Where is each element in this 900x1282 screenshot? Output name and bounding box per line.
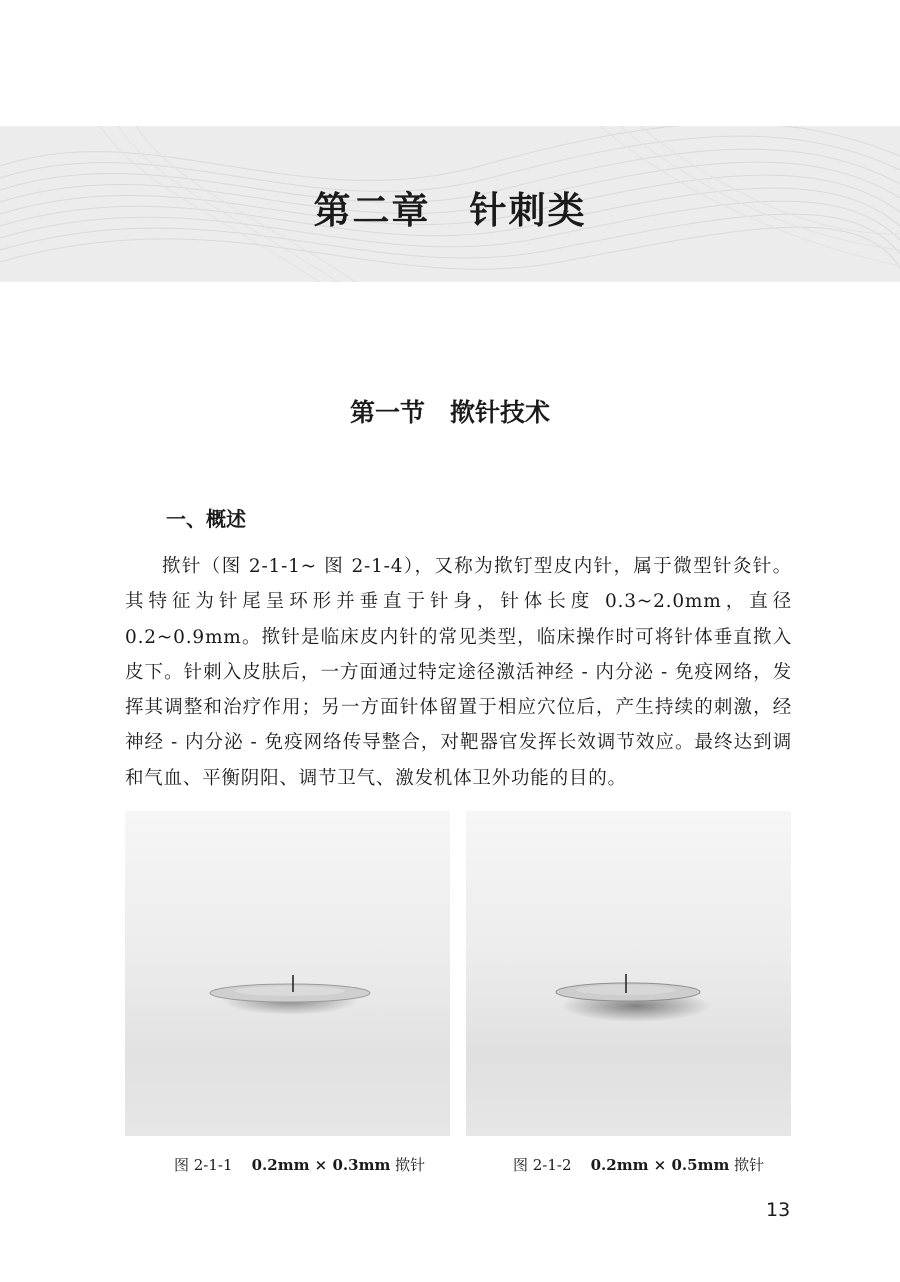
- figure-number-1: 图 2-1-1: [174, 1156, 233, 1174]
- figure-press-needle-photo-1: [125, 811, 450, 1136]
- press-needle-photo-1: [125, 811, 450, 1136]
- figure-press-needle-photo-2: [466, 811, 791, 1136]
- figure-number-2: 图 2-1-2: [513, 1156, 572, 1174]
- figure-spec-1: 0.2mm × 0.3mm: [251, 1156, 391, 1174]
- body-paragraph: 揿针（图 2-1-1~ 图 2-1-4），又称为揿钉型皮内针，属于微型针灸针。其特征为针尾呈环形并垂直于针身，针体长度 0.3~2.0mm，直径 0.2~0.9mm。揿针是临床皮内针的常见类型，临床操作时可将针体垂直揿入皮下。针刺入皮肤后，一方面通过特定途径激活神经 - 内分泌 - 免疫网络，发挥其调整和治疗作用；另一方面针体留置于相应穴位后，产生持续的刺激，经神经 - 内分泌 - 免疫网络传导整合，对靶器官发挥长效调节效应。最终达到调和气血、平衡阴阳、调节卫气、激发机体卫外功能的目的。: [125, 556, 792, 789]
- figure-caption-2: [513, 1155, 764, 1175]
- subsection-heading: 一、概述: [166, 507, 246, 531]
- figure-name-1: 揿针: [395, 1156, 426, 1174]
- figure-spec-2: 0.2mm × 0.5mm: [590, 1156, 730, 1174]
- figure-name-2: 揿针: [734, 1156, 765, 1174]
- chapter-title: 第二章 针刺类: [313, 189, 587, 232]
- figure-caption-1: [174, 1155, 425, 1175]
- page-number: 13: [766, 1199, 791, 1221]
- section-title: 第一节 揿针技术: [349, 398, 550, 427]
- press-needle-photo-2: [466, 811, 791, 1136]
